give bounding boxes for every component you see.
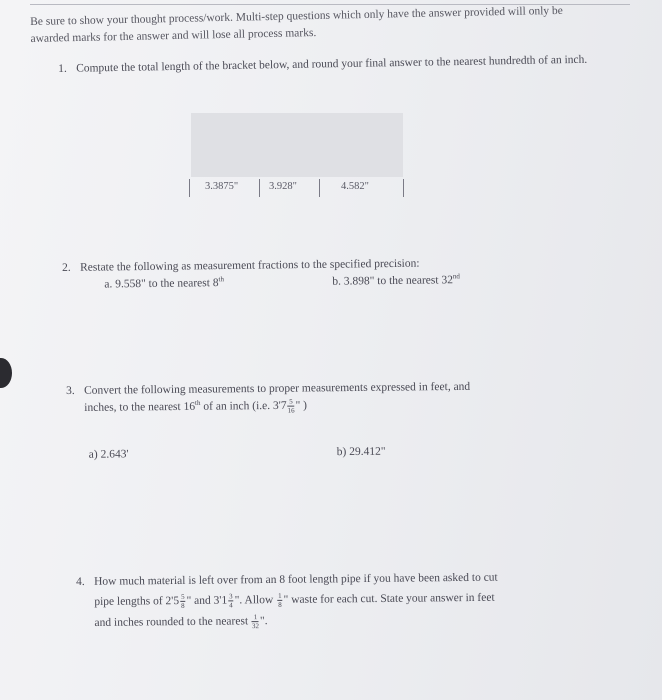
dimension-tick [259, 179, 260, 197]
question-4-line-2a: pipe lengths of 2'5 [94, 595, 180, 608]
question-3a: a) 2.643' [88, 448, 129, 461]
question-4-number: 4. [76, 575, 85, 588]
fraction [228, 592, 234, 609]
question-3 [66, 377, 597, 463]
question-2-number: 2. [62, 261, 71, 274]
question-4-line-2d: " waste for each cut. State your answer in feet [283, 591, 495, 606]
question-2b-sup: nd [452, 272, 460, 281]
fraction-denominator: 4 [229, 601, 233, 610]
fraction-numerator: 5 [289, 397, 293, 406]
instructions-text: Be sure to show your thought process/work. Multi-step questions which only have the answer provided will only be awarded marks for the answer and will lose all process marks. [30, 4, 563, 45]
fraction-denominator: 16 [287, 406, 295, 415]
question-3-number: 3. [66, 384, 75, 397]
dimension-tick [189, 179, 190, 197]
dimension-1: 3.3875" [205, 181, 239, 192]
dimension-2: 3.928" [269, 181, 297, 192]
question-1-text: Compute the total length of the bracket below, and round your final answer to the nearest hundredth of an inch. [76, 53, 588, 75]
fraction-numerator: 1 [278, 591, 282, 600]
fraction [180, 593, 186, 610]
example-fraction [287, 398, 294, 415]
dimension-tick [319, 179, 320, 197]
question-2b-text: b. 3.898" to the nearest 32 [332, 274, 453, 288]
question-3b: b) 29.412" [336, 445, 386, 459]
question-3-text-2b: of an inch (i.e. 3'7 [200, 399, 287, 413]
fraction-denominator: 32 [251, 622, 260, 631]
bracket-dimensions [189, 177, 409, 199]
question-3-text-2c: " ) [295, 399, 308, 412]
fraction-numerator: 1 [253, 613, 258, 622]
fraction-denominator: 8 [181, 601, 185, 610]
fraction-denominator: 8 [278, 600, 282, 609]
fraction-numerator: 5 [181, 592, 185, 601]
margin-hole-punch [0, 358, 12, 388]
dimension-tick [403, 179, 404, 197]
dimension-3: 4.582" [341, 181, 369, 192]
question-3-text-2a: inches, to the nearest 16 [84, 400, 196, 414]
question-4-line-3b: ". [259, 615, 268, 628]
question-4 [76, 568, 617, 632]
bracket-image [191, 113, 403, 177]
question-2b [332, 272, 460, 291]
question-4-line-2b: " and 3'1 [186, 594, 228, 607]
question-2 [62, 254, 522, 293]
question-2-text: Restate the following as measurement fractions to the specified precision: [80, 257, 420, 274]
question-1-number: 1. [58, 62, 67, 75]
question-4-line-2c: ". Allow [234, 594, 274, 607]
question-1 [58, 52, 598, 78]
question-2a [104, 275, 224, 293]
question-2a-text: 9.558" to the nearest 8 [115, 277, 219, 291]
fraction-numerator: 3 [229, 592, 233, 601]
question-2a-label: a. [104, 278, 113, 291]
question-4-line-3a: and inches rounded to the nearest [94, 615, 249, 630]
question-3-sup: th [194, 398, 201, 407]
question-3-text-1: Convert the following measurements to proper measurements expressed in feet, and [84, 380, 471, 397]
question-2a-sup: th [218, 275, 224, 284]
question-4-line-1: How much material is left over from an 8 foot length pipe if you have been asked to cut [94, 571, 498, 588]
fraction [277, 592, 283, 609]
fraction [252, 613, 259, 630]
